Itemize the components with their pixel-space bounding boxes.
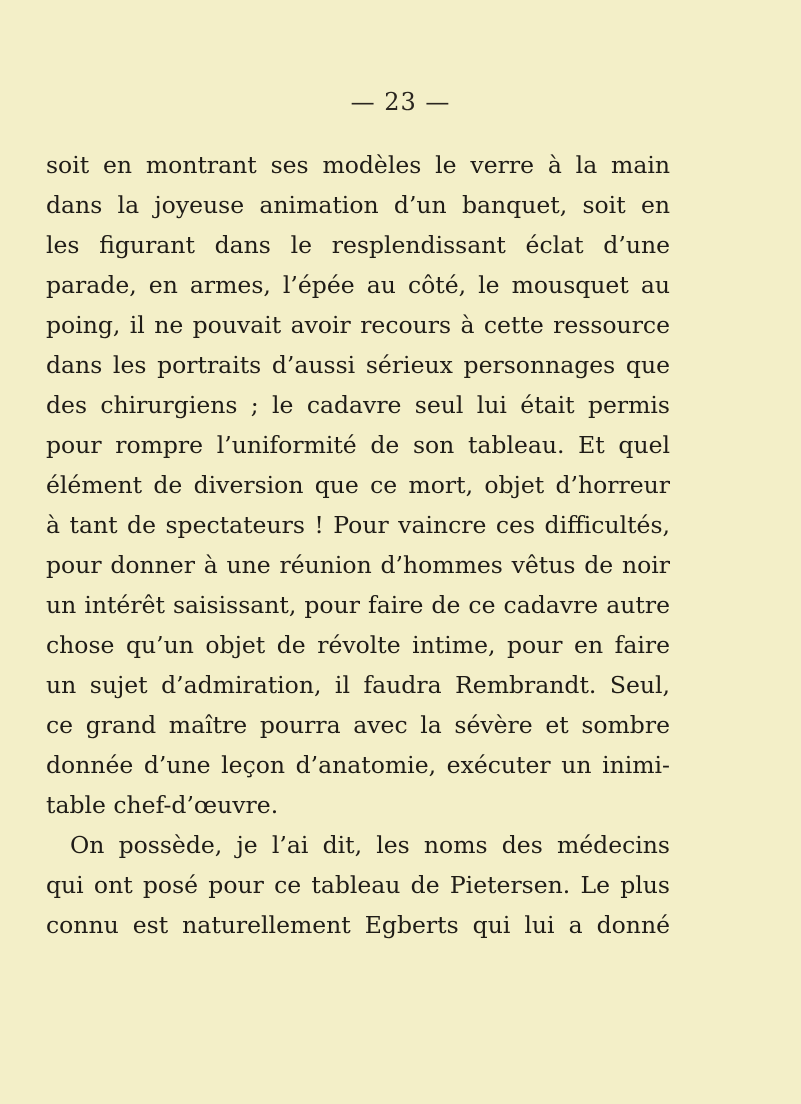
text-line: pour donner à une réunion d’hommes vêtus de noir — [46, 551, 670, 579]
text-line-paragraph-end: table chef-d’œuvre. — [46, 791, 279, 819]
text-line: un intérêt saisissant, pour faire de ce cadavre autre — [46, 591, 670, 619]
body-text — [46, 145, 670, 945]
text-line: connu est naturellement Egberts qui lui a donné — [46, 911, 670, 939]
text-line: des chirurgiens ; le cadavre seul lui était permis — [46, 391, 670, 419]
text-line: soit en montrant ses modèles le verre à la main — [46, 151, 670, 179]
text-line: pour rompre l’uniformité de son tableau. Et quel — [46, 431, 670, 459]
page-number: — 23 — — [350, 88, 451, 116]
text-line: donnée d’une leçon d’anatomie, exécuter un inimi- — [46, 751, 670, 779]
text-line: qui ont posé pour ce tableau de Pietersen. Le plus — [46, 871, 670, 899]
text-line: chose qu’un objet de révolte intime, pour en faire — [46, 631, 670, 659]
text-line: parade, en armes, l’épée au côté, le mousquet au — [46, 271, 670, 299]
text-line: à tant de spectateurs ! Pour vaincre ces difficultés, — [46, 511, 670, 539]
text-line: les figurant dans le resplendissant éclat d’une — [46, 231, 670, 259]
text-line: élément de diversion que ce mort, objet d’horreur — [46, 471, 670, 499]
text-line: dans la joyeuse animation d’un banquet, soit en — [46, 191, 670, 219]
text-line-paragraph-start: On possède, je l’ai dit, les noms des médecins — [70, 831, 670, 859]
text-line: un sujet d’admiration, il faudra Rembrandt. Seul, — [46, 671, 670, 699]
text-line: ce grand maître pourra avec la sévère et sombre — [46, 711, 670, 739]
text-line: poing, il ne pouvait avoir recours à cette ressource — [46, 311, 670, 339]
text-line: dans les portraits d’aussi sérieux personnages que — [46, 351, 670, 379]
